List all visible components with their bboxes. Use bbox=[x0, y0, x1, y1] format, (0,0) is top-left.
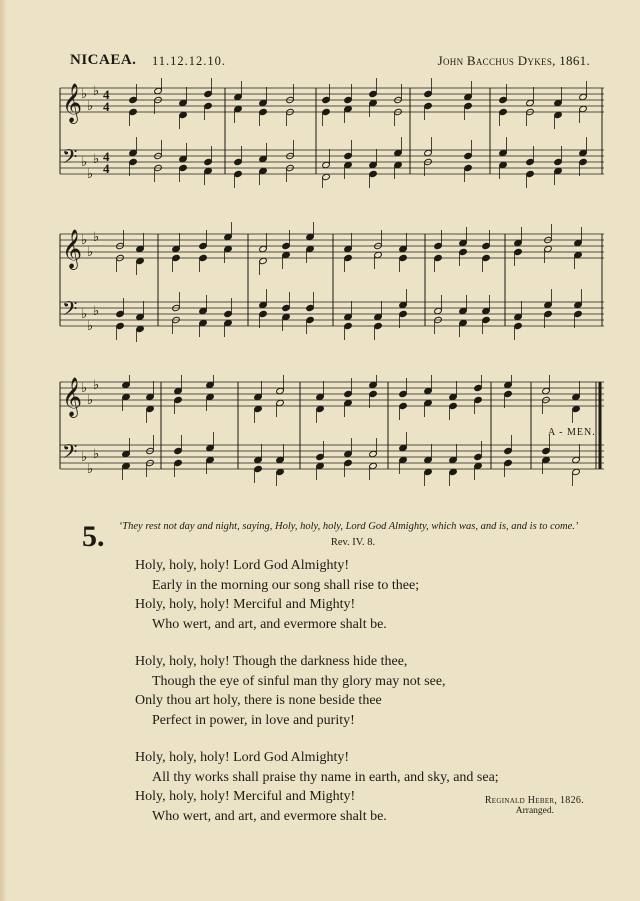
note-head bbox=[574, 251, 583, 258]
bass-clef: 𝄢 bbox=[62, 145, 78, 173]
flat-sign: ♭ bbox=[87, 392, 94, 407]
note-head bbox=[574, 239, 583, 246]
stanza-line: Though the eye of sinful man thy glory may not see, bbox=[152, 673, 446, 689]
note-head bbox=[282, 313, 291, 320]
note-head bbox=[449, 468, 458, 475]
note-head bbox=[254, 393, 263, 400]
note-head bbox=[172, 254, 181, 261]
note-head bbox=[399, 444, 408, 451]
note-head bbox=[276, 399, 285, 406]
music-score-system-2 bbox=[58, 222, 606, 342]
note-head bbox=[526, 170, 535, 177]
note-head bbox=[369, 390, 378, 397]
note-head bbox=[482, 316, 491, 323]
note-head bbox=[399, 456, 408, 463]
note-head bbox=[526, 158, 535, 165]
note-head bbox=[499, 108, 508, 115]
flat-sign: ♭ bbox=[87, 98, 94, 113]
note-head bbox=[174, 387, 183, 394]
note-head bbox=[122, 450, 131, 457]
note-head bbox=[344, 450, 353, 457]
note-head bbox=[129, 149, 138, 156]
note-head bbox=[369, 170, 378, 177]
stanza-line: Perfect in power, in love and purity! bbox=[152, 712, 355, 728]
note-head bbox=[474, 462, 483, 469]
note-head bbox=[574, 310, 583, 317]
note-head bbox=[504, 459, 513, 466]
note-head bbox=[369, 99, 378, 106]
note-head bbox=[424, 456, 433, 463]
note-head bbox=[259, 99, 268, 106]
stanza-line: Only thou art holy, there is none beside thee bbox=[135, 693, 382, 708]
note-head bbox=[122, 381, 131, 388]
note-head bbox=[224, 233, 233, 240]
flat-sign: ♭ bbox=[81, 306, 88, 321]
note-head bbox=[459, 307, 468, 314]
note-head bbox=[504, 390, 513, 397]
note-head bbox=[254, 465, 263, 472]
time-signature: 4 bbox=[103, 161, 110, 176]
note-head bbox=[474, 384, 483, 391]
note-head bbox=[116, 322, 125, 329]
flat-sign: ♭ bbox=[93, 377, 100, 392]
note-head bbox=[369, 462, 378, 469]
note-head bbox=[374, 322, 383, 329]
note-head bbox=[374, 313, 383, 320]
note-head bbox=[572, 468, 581, 475]
note-head bbox=[344, 322, 353, 329]
scripture-quote bbox=[113, 519, 583, 551]
note-head bbox=[474, 453, 483, 460]
note-head bbox=[399, 301, 408, 308]
flat-sign: ♭ bbox=[93, 151, 100, 166]
note-head bbox=[174, 447, 183, 454]
note-head bbox=[199, 319, 208, 326]
note-head bbox=[369, 90, 378, 97]
note-head bbox=[572, 456, 581, 463]
note-head bbox=[306, 245, 315, 252]
note-head bbox=[204, 167, 213, 174]
page-edge bbox=[0, 0, 7, 901]
note-head bbox=[179, 155, 188, 162]
flat-sign: ♭ bbox=[81, 86, 88, 101]
note-head bbox=[234, 158, 243, 165]
note-head bbox=[174, 459, 183, 466]
note-head bbox=[482, 254, 491, 261]
note-head bbox=[434, 242, 443, 249]
note-head bbox=[316, 453, 325, 460]
note-head bbox=[572, 393, 581, 400]
note-head bbox=[282, 251, 291, 258]
stanza-2 bbox=[135, 652, 499, 730]
note-head bbox=[399, 402, 408, 409]
note-head bbox=[224, 245, 233, 252]
note-head bbox=[544, 245, 553, 252]
note-head bbox=[259, 310, 268, 317]
note-head bbox=[424, 387, 433, 394]
note-head bbox=[322, 108, 331, 115]
note-head bbox=[394, 149, 403, 156]
note-head bbox=[344, 161, 353, 168]
note-head bbox=[464, 152, 473, 159]
note-head bbox=[276, 468, 285, 475]
note-head bbox=[424, 468, 433, 475]
note-head bbox=[514, 248, 523, 255]
note-head bbox=[459, 239, 468, 246]
note-head bbox=[464, 164, 473, 171]
stanza-line: Holy, holy, holy! Though the darkness hide thee, bbox=[135, 654, 408, 669]
note-head bbox=[344, 105, 353, 112]
hymn-number: 5. bbox=[82, 520, 105, 553]
note-head bbox=[434, 307, 443, 314]
note-head bbox=[574, 301, 583, 308]
flat-sign: ♭ bbox=[87, 166, 94, 181]
note-head bbox=[254, 456, 263, 463]
note-head bbox=[306, 304, 315, 311]
flat-sign: ♭ bbox=[87, 244, 94, 259]
note-head bbox=[206, 456, 215, 463]
note-head bbox=[579, 149, 588, 156]
note-head bbox=[344, 245, 353, 252]
note-head bbox=[542, 447, 551, 454]
note-head bbox=[344, 459, 353, 466]
tune-name: NICAEA. bbox=[70, 52, 137, 68]
note-head bbox=[344, 152, 353, 159]
note-head bbox=[449, 456, 458, 463]
note-head bbox=[449, 402, 458, 409]
treble-clef: 𝄞 bbox=[62, 229, 83, 269]
note-head bbox=[199, 242, 208, 249]
note-head bbox=[449, 393, 458, 400]
flat-sign: ♭ bbox=[81, 449, 88, 464]
note-head bbox=[526, 99, 535, 106]
note-head bbox=[316, 405, 325, 412]
note-head bbox=[129, 96, 138, 103]
note-head bbox=[204, 158, 213, 165]
note-head bbox=[206, 393, 215, 400]
note-head bbox=[206, 444, 215, 451]
stanza-line: Who wert, and art, and evermore shalt be. bbox=[152, 616, 387, 632]
note-head bbox=[206, 381, 215, 388]
arranged-note: Arranged. bbox=[515, 806, 554, 816]
flat-sign: ♭ bbox=[93, 229, 100, 244]
note-head bbox=[482, 307, 491, 314]
note-head bbox=[424, 149, 433, 156]
flat-sign: ♭ bbox=[93, 303, 100, 318]
note-head bbox=[499, 149, 508, 156]
stanza-line: All thy works shall praise thy name in earth, and sky, and sea; bbox=[152, 769, 499, 785]
treble-clef: 𝄞 bbox=[62, 377, 83, 417]
note-head bbox=[344, 390, 353, 397]
note-head bbox=[136, 325, 145, 332]
note-head bbox=[122, 393, 131, 400]
note-head bbox=[344, 96, 353, 103]
note-head bbox=[322, 173, 331, 180]
stanza-3 bbox=[135, 748, 499, 826]
time-signature: 4 bbox=[103, 87, 110, 102]
flat-sign: ♭ bbox=[87, 318, 94, 333]
author-credit: Reginald Heber, 1826. bbox=[484, 795, 584, 806]
note-head bbox=[344, 313, 353, 320]
note-head bbox=[399, 390, 408, 397]
note-head bbox=[154, 87, 163, 94]
note-head bbox=[136, 313, 145, 320]
note-head bbox=[344, 399, 353, 406]
note-head bbox=[459, 319, 468, 326]
note-head bbox=[579, 105, 588, 112]
note-head bbox=[306, 233, 315, 240]
note-head bbox=[514, 313, 523, 320]
note-head bbox=[579, 158, 588, 165]
note-head bbox=[499, 96, 508, 103]
hymn-stanzas bbox=[135, 556, 499, 844]
note-head bbox=[179, 164, 188, 171]
note-head bbox=[499, 161, 508, 168]
note-head bbox=[399, 310, 408, 317]
note-head bbox=[554, 167, 563, 174]
note-head bbox=[179, 99, 188, 106]
note-head bbox=[554, 158, 563, 165]
note-head bbox=[369, 381, 378, 388]
note-head bbox=[482, 242, 491, 249]
note-head bbox=[129, 158, 138, 165]
stanza-line: Holy, holy, holy! Merciful and Mighty! bbox=[135, 597, 356, 612]
note-head bbox=[116, 310, 125, 317]
stanza-line: Holy, holy, holy! Merciful and Mighty! bbox=[135, 789, 356, 804]
flat-sign: ♭ bbox=[81, 154, 88, 169]
scripture-text: ‘They rest not day and night, saying, Holy, holy, holy, Lord God Almighty, which was, and is, and is to come.’ bbox=[118, 521, 578, 532]
note-head bbox=[579, 93, 588, 100]
note-head bbox=[234, 105, 243, 112]
note-head bbox=[504, 447, 513, 454]
note-head bbox=[259, 155, 268, 162]
note-head bbox=[399, 245, 408, 252]
note-head bbox=[276, 456, 285, 463]
flat-sign: ♭ bbox=[93, 446, 100, 461]
amen-label: A - MEN. bbox=[548, 427, 596, 438]
note-head bbox=[174, 396, 183, 403]
stanza-1 bbox=[135, 556, 499, 634]
note-head bbox=[172, 245, 181, 252]
bass-clef: 𝄢 bbox=[62, 440, 78, 468]
note-head bbox=[572, 405, 581, 412]
note-head bbox=[374, 251, 383, 258]
music-system-1 bbox=[58, 78, 606, 188]
note-head bbox=[224, 319, 233, 326]
note-head bbox=[464, 102, 473, 109]
note-head bbox=[514, 322, 523, 329]
note-head bbox=[282, 242, 291, 249]
note-head bbox=[544, 310, 553, 317]
bass-clef: 𝄢 bbox=[62, 297, 78, 325]
note-head bbox=[394, 161, 403, 168]
music-score-system-1 bbox=[58, 78, 606, 188]
scripture-reference: Rev. IV. 8. bbox=[330, 537, 376, 548]
note-head bbox=[316, 393, 325, 400]
note-head bbox=[424, 399, 433, 406]
music-system-2 bbox=[58, 222, 606, 342]
note-head bbox=[254, 405, 263, 412]
note-head bbox=[259, 108, 268, 115]
note-head bbox=[259, 301, 268, 308]
time-signature: 4 bbox=[103, 99, 110, 114]
note-head bbox=[459, 248, 468, 255]
note-head bbox=[316, 462, 325, 469]
flat-sign: ♭ bbox=[81, 380, 88, 395]
music-score-system-3 bbox=[58, 375, 606, 490]
stanza-line: Who wert, and art, and evermore shalt be. bbox=[152, 808, 387, 824]
note-head bbox=[424, 90, 433, 97]
note-head bbox=[204, 102, 213, 109]
note-head bbox=[146, 405, 155, 412]
note-head bbox=[179, 111, 188, 118]
music-system-3 bbox=[58, 375, 606, 490]
note-head bbox=[474, 396, 483, 403]
note-head bbox=[464, 93, 473, 100]
flat-sign: ♭ bbox=[87, 461, 94, 476]
note-head bbox=[199, 254, 208, 261]
note-head bbox=[204, 90, 213, 97]
note-head bbox=[369, 161, 378, 168]
note-head bbox=[234, 93, 243, 100]
treble-clef: 𝄞 bbox=[62, 83, 83, 123]
time-signature: 4 bbox=[103, 149, 110, 164]
note-head bbox=[344, 254, 353, 261]
note-head bbox=[224, 310, 233, 317]
note-head bbox=[146, 393, 155, 400]
note-head bbox=[136, 245, 145, 252]
note-head bbox=[276, 387, 285, 394]
tune-meter: 11.12.12.10. bbox=[152, 54, 227, 68]
tune-composer: John Bacchus Dykes, 1861. bbox=[437, 53, 590, 68]
stanza-line: Early in the morning our song shall rise to thee; bbox=[152, 577, 420, 593]
note-head bbox=[544, 301, 553, 308]
note-head bbox=[424, 102, 433, 109]
note-head bbox=[514, 239, 523, 246]
note-head bbox=[306, 316, 315, 323]
flat-sign: ♭ bbox=[93, 83, 100, 98]
note-head bbox=[129, 108, 138, 115]
note-head bbox=[542, 387, 551, 394]
note-head bbox=[259, 257, 268, 264]
flat-sign: ♭ bbox=[81, 232, 88, 247]
note-head bbox=[259, 167, 268, 174]
note-head bbox=[554, 111, 563, 118]
note-head bbox=[199, 307, 208, 314]
note-head bbox=[434, 254, 443, 261]
note-head bbox=[234, 170, 243, 177]
stanza-line: Holy, holy, holy! Lord God Almighty! bbox=[135, 558, 350, 573]
note-head bbox=[259, 245, 268, 252]
note-head bbox=[504, 381, 513, 388]
note-head bbox=[282, 304, 291, 311]
note-head bbox=[136, 257, 145, 264]
stanza-line: Holy, holy, holy! Lord God Almighty! bbox=[135, 750, 350, 765]
note-head bbox=[554, 99, 563, 106]
note-head bbox=[322, 96, 331, 103]
note-head bbox=[122, 462, 131, 469]
note-head bbox=[399, 254, 408, 261]
note-head bbox=[542, 456, 551, 463]
note-head bbox=[322, 161, 331, 168]
note-head bbox=[369, 450, 378, 457]
tune-header bbox=[70, 52, 590, 72]
